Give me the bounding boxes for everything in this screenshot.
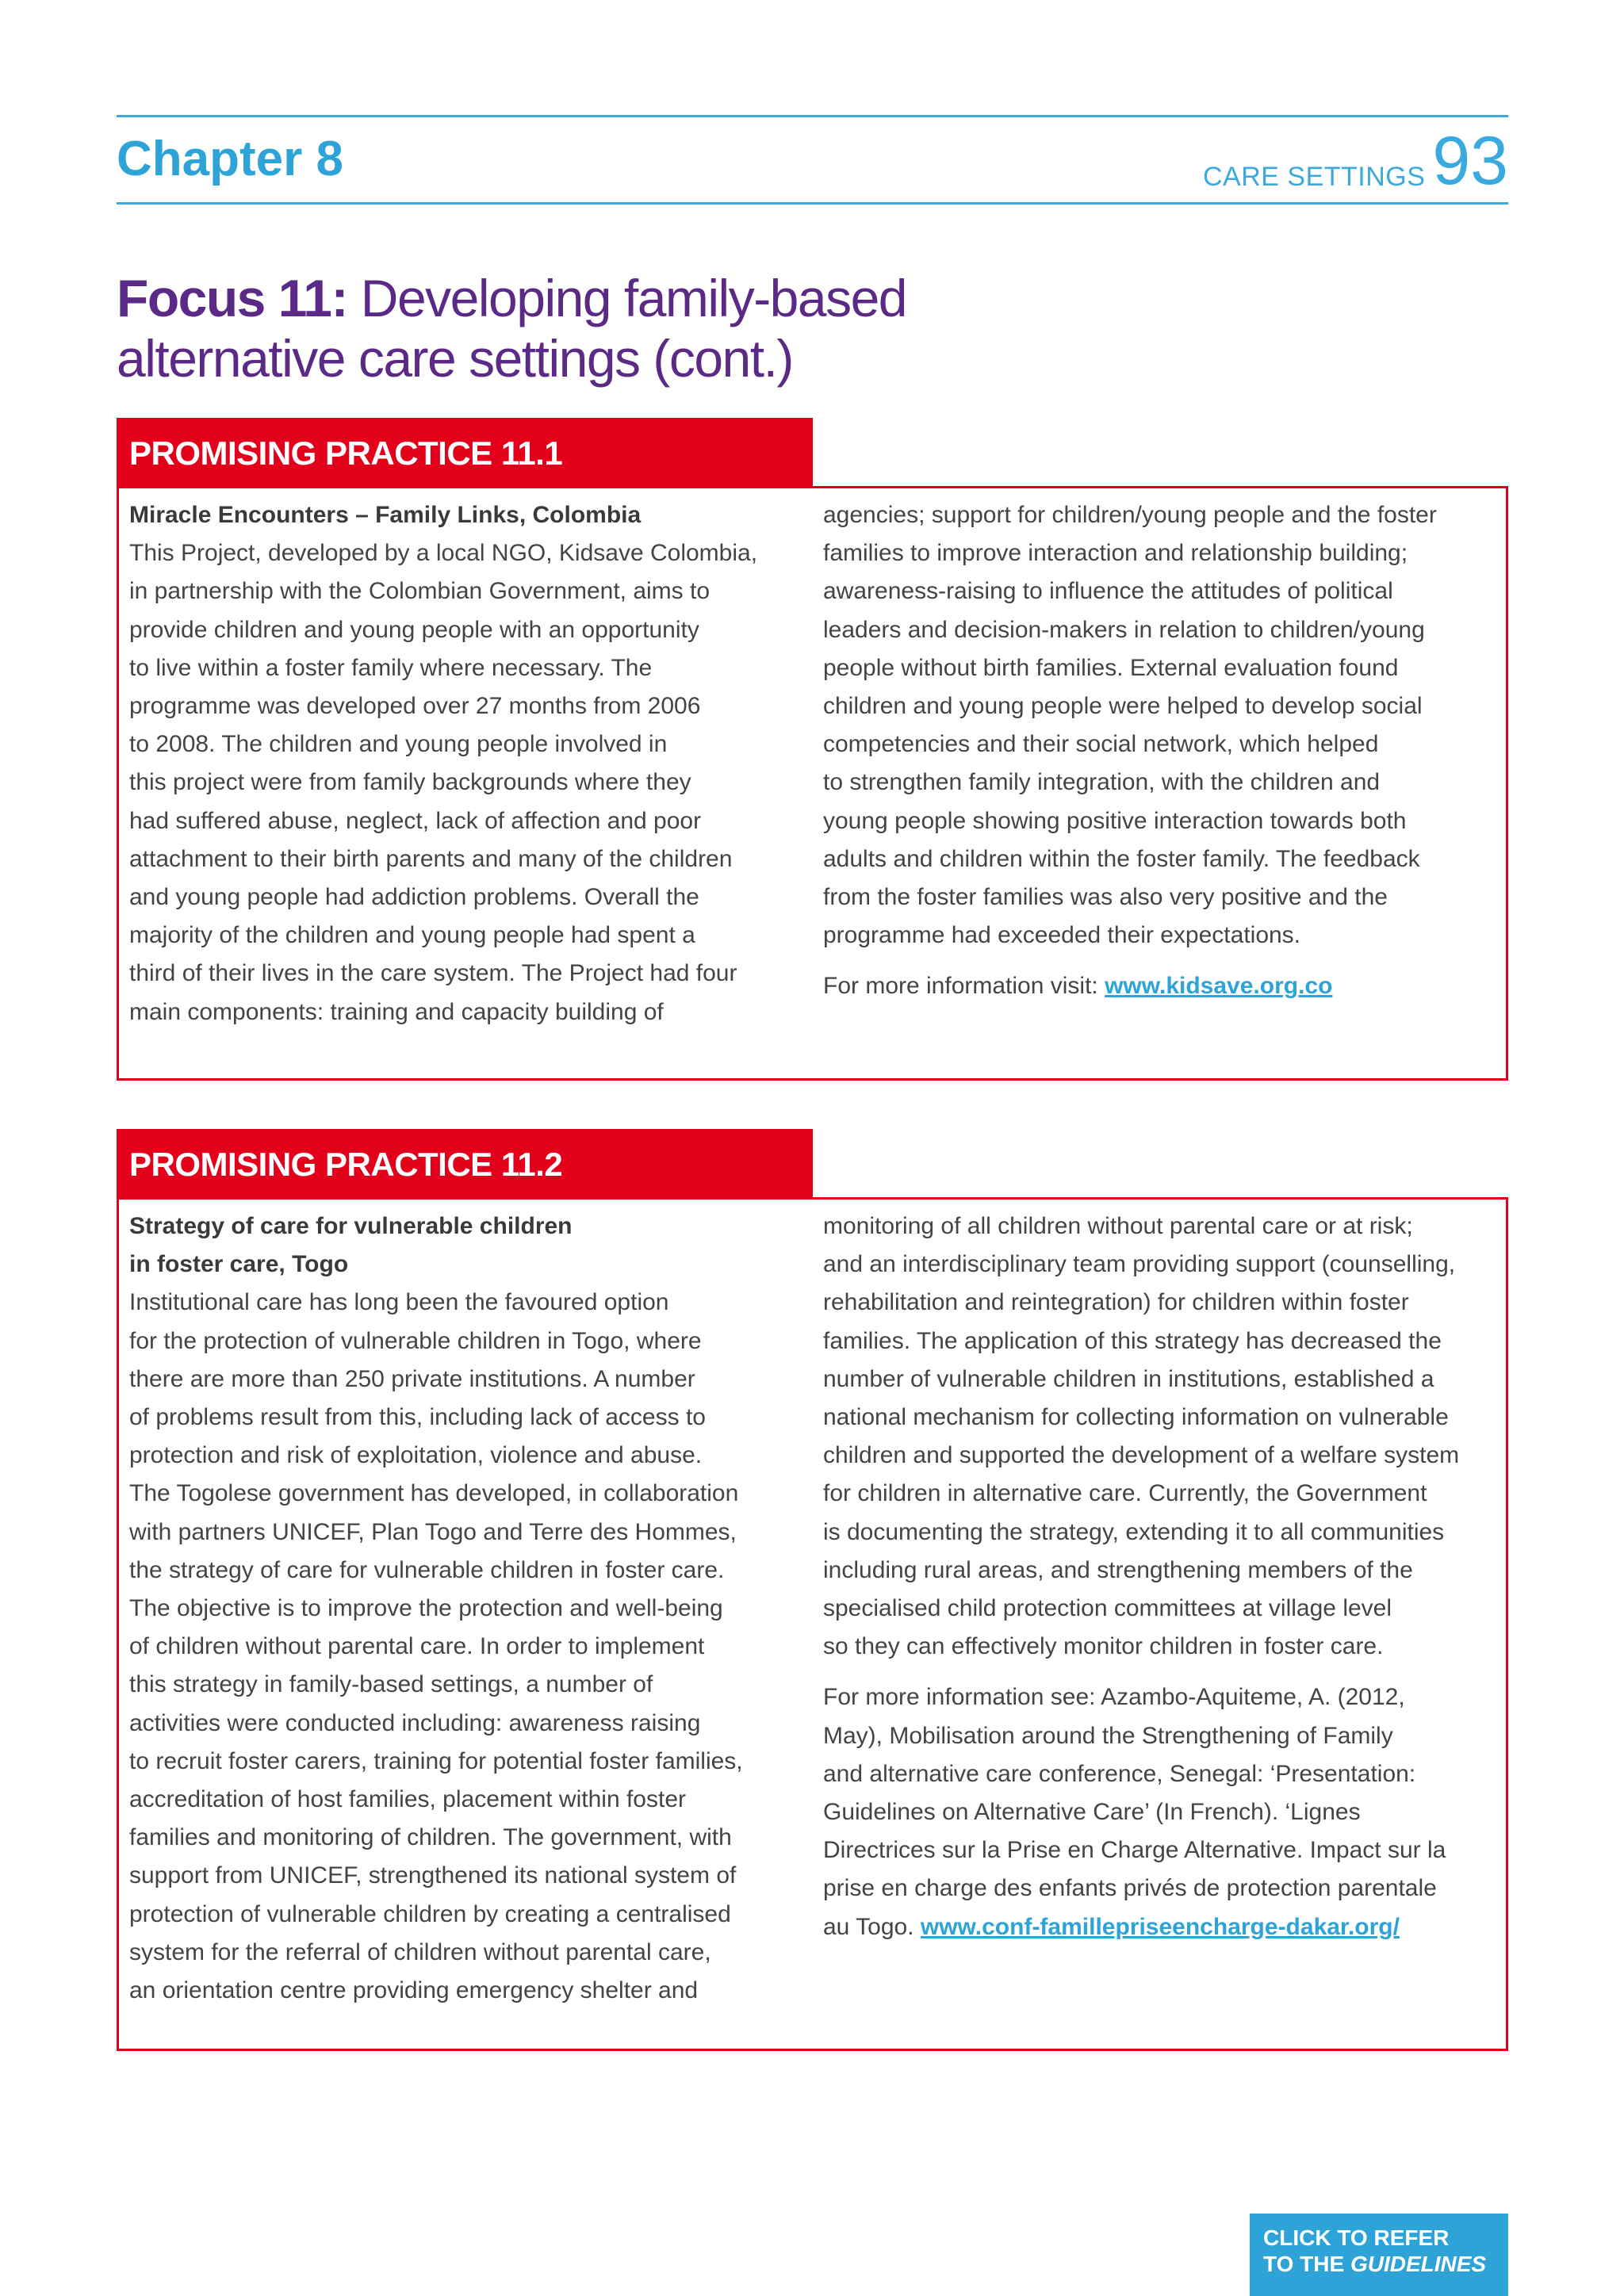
focus-title xyxy=(117,268,1147,388)
pp2-right-text xyxy=(823,1207,1505,1666)
pp2-link[interactable]: www.conf-famillepriseencharge-dakar.org/ xyxy=(920,1913,1400,1940)
pp1-left-column xyxy=(129,496,811,1031)
text-line: so they can effectively monitor children in foster care. xyxy=(823,1633,1384,1660)
pp1-subtitle: Miracle Encounters – Family Links, Colombia xyxy=(129,502,642,528)
text-line: is documenting the strategy, extending it to all communities xyxy=(823,1518,1445,1545)
text-line: had suffered abuse, neglect, lack of affection and poor xyxy=(129,807,702,834)
text-line: there are more than 250 private institutions. A number xyxy=(129,1365,695,1392)
page-number: 93 xyxy=(1432,123,1508,199)
text-line: families. The application of this strategy has decreased the xyxy=(823,1327,1442,1354)
cta-line2-prefix: TO THE xyxy=(1263,2252,1350,2276)
text-line: this project were from family backgrounds where they xyxy=(129,769,691,796)
text-line: rehabilitation and reintegration) for children within foster xyxy=(823,1289,1409,1316)
text-line: this strategy in family-based settings, a number of xyxy=(129,1671,653,1698)
text-line: accreditation of host families, placement within foster xyxy=(129,1786,686,1813)
focus-title-line1: Developing family-based xyxy=(347,269,907,327)
text-line: Institutional care has long been the favoured option xyxy=(129,1289,669,1316)
text-line: to recruit foster carers, training for potential foster families, xyxy=(129,1747,743,1774)
text-line: programme had exceeded their expectations. xyxy=(823,922,1301,949)
pp1-more-info xyxy=(823,967,1505,1005)
text-line: provide children and young people with an opportunity xyxy=(129,616,699,643)
text-line: and an interdisciplinary team providing support (counselling, xyxy=(823,1251,1456,1278)
pp1-right-column xyxy=(823,496,1505,1006)
pp2-more-info-last-prefix: au Togo. xyxy=(823,1913,921,1940)
text-line: from the foster families was also very positive and the xyxy=(823,884,1388,911)
text-line: support from UNICEF, strengthened its national system of xyxy=(129,1862,737,1889)
text-line: an orientation centre providing emergency shelter and xyxy=(129,1977,699,2004)
section-label: CARE SETTINGS xyxy=(1203,162,1426,192)
text-line: young people showing positive interaction towards both xyxy=(823,807,1407,834)
pp1-left-text xyxy=(129,534,811,1031)
pp1-right-text xyxy=(823,496,1505,955)
pp2-left-column xyxy=(129,1207,811,2010)
text-line: children and supported the development of a welfare system xyxy=(823,1442,1460,1469)
text-line: prise en charge des enfants privés de protection parentale xyxy=(823,1875,1437,1902)
text-line: families to improve interaction and relationship building; xyxy=(823,540,1408,567)
text-line: to live within a foster family where necessary. The xyxy=(129,654,653,681)
cta-line1: CLICK TO REFER xyxy=(1263,2225,1450,2250)
text-line: The Togolese government has developed, in collaboration xyxy=(129,1480,739,1507)
header-rule-bottom xyxy=(117,202,1508,205)
focus-label: Focus 11: xyxy=(117,269,347,327)
chapter-title: Chapter 8 xyxy=(117,132,343,186)
pp1-link[interactable]: www.kidsave.org.co xyxy=(1105,973,1333,1000)
refer-guidelines-button[interactable] xyxy=(1250,2214,1508,2296)
text-line: awareness-raising to influence the attitudes of political xyxy=(823,578,1393,605)
text-line: Guidelines on Alternative Care’ (In French). ‘Lignes xyxy=(823,1799,1361,1826)
pp2-more-info xyxy=(823,1678,1505,1908)
text-line: of problems result from this, including lack of access to xyxy=(129,1404,706,1431)
pp1-heading: PROMISING PRACTICE 11.1 xyxy=(117,418,813,488)
text-line: children and young people were helped to develop social xyxy=(823,693,1423,720)
text-line: Directrices sur la Prise en Charge Alternative. Impact sur la xyxy=(823,1837,1446,1864)
text-line: majority of the children and young people had spent a xyxy=(129,922,695,949)
text-line: leaders and decision-makers in relation to children/young xyxy=(823,616,1425,643)
header-rule-top xyxy=(117,115,1508,117)
cta-line2 xyxy=(1263,2251,1508,2277)
text-line: competencies and their social network, which helped xyxy=(823,731,1379,758)
pp2-left-text xyxy=(129,1284,811,2010)
text-line: to 2008. The children and young people involved in xyxy=(129,731,668,758)
text-line: and young people had addiction problems. Overall the xyxy=(129,884,699,911)
text-line: main components: training and capacity building of xyxy=(129,998,664,1025)
pp2-more-info-last xyxy=(823,1908,1505,1946)
text-line: adults and children within the foster family. The feedback xyxy=(823,845,1420,872)
text-line: and alternative care conference, Senegal: ‘Presentation: xyxy=(823,1760,1416,1787)
pp2-subtitle-line2: in foster care, Togo xyxy=(129,1251,349,1278)
text-line: attachment to their birth parents and many of the children xyxy=(129,845,733,872)
text-line: activities were conducted including: awareness raising xyxy=(129,1709,701,1736)
pp1-more-info-prefix: For more information visit: xyxy=(823,973,1105,1000)
text-line: programme was developed over 27 months from 2006 xyxy=(129,693,701,720)
text-line: specialised child protection committees at village level xyxy=(823,1595,1392,1622)
text-line: For more information see: Azambo-Aquiteme, A. (2012, xyxy=(823,1684,1405,1711)
text-line: number of vulnerable children in institutions, established a xyxy=(823,1365,1434,1392)
cta-line2-emphasis: GUIDELINES xyxy=(1350,2252,1487,2276)
pp2-heading: PROMISING PRACTICE 11.2 xyxy=(117,1129,813,1199)
text-line: protection of vulnerable children by creating a centralised xyxy=(129,1900,731,1927)
text-line: system for the referral of children without parental care, xyxy=(129,1938,711,1965)
text-line: May), Mobilisation around the Strengthening of Family xyxy=(823,1722,1393,1749)
text-line: protection and risk of exploitation, violence and abuse. xyxy=(129,1442,703,1469)
text-line: national mechanism for collecting information on vulnerable xyxy=(823,1404,1449,1431)
text-line: people without birth families. External evaluation found xyxy=(823,654,1399,681)
text-line: families and monitoring of children. The government, with xyxy=(129,1824,732,1851)
pp2-right-column xyxy=(823,1207,1505,1946)
text-line: to strengthen family integration, with the children and xyxy=(823,769,1381,796)
text-line: for the protection of vulnerable children in Togo, where xyxy=(129,1327,702,1354)
focus-title-line2: alternative care settings (cont.) xyxy=(117,329,793,388)
text-line: in partnership with the Colombian Government, aims to xyxy=(129,578,710,605)
text-line: third of their lives in the care system. The Project had four xyxy=(129,960,737,987)
text-line: with partners UNICEF, Plan Togo and Terre des Hommes, xyxy=(129,1518,737,1545)
text-line: The objective is to improve the protection and well-being xyxy=(129,1595,723,1622)
text-line: including rural areas, and strengthening members of the xyxy=(823,1556,1413,1583)
text-line: This Project, developed by a local NGO, Kidsave Colombia, xyxy=(129,540,758,567)
pp2-subtitle-line1: Strategy of care for vulnerable children xyxy=(129,1213,573,1239)
text-line: for children in alternative care. Currently, the Government xyxy=(823,1480,1427,1507)
text-line: monitoring of all children without parental care or at risk; xyxy=(823,1213,1413,1239)
text-line: agencies; support for children/young people and the foster xyxy=(823,502,1437,528)
text-line: of children without parental care. In order to implement xyxy=(129,1633,705,1660)
text-line: the strategy of care for vulnerable children in foster care. xyxy=(129,1556,725,1583)
